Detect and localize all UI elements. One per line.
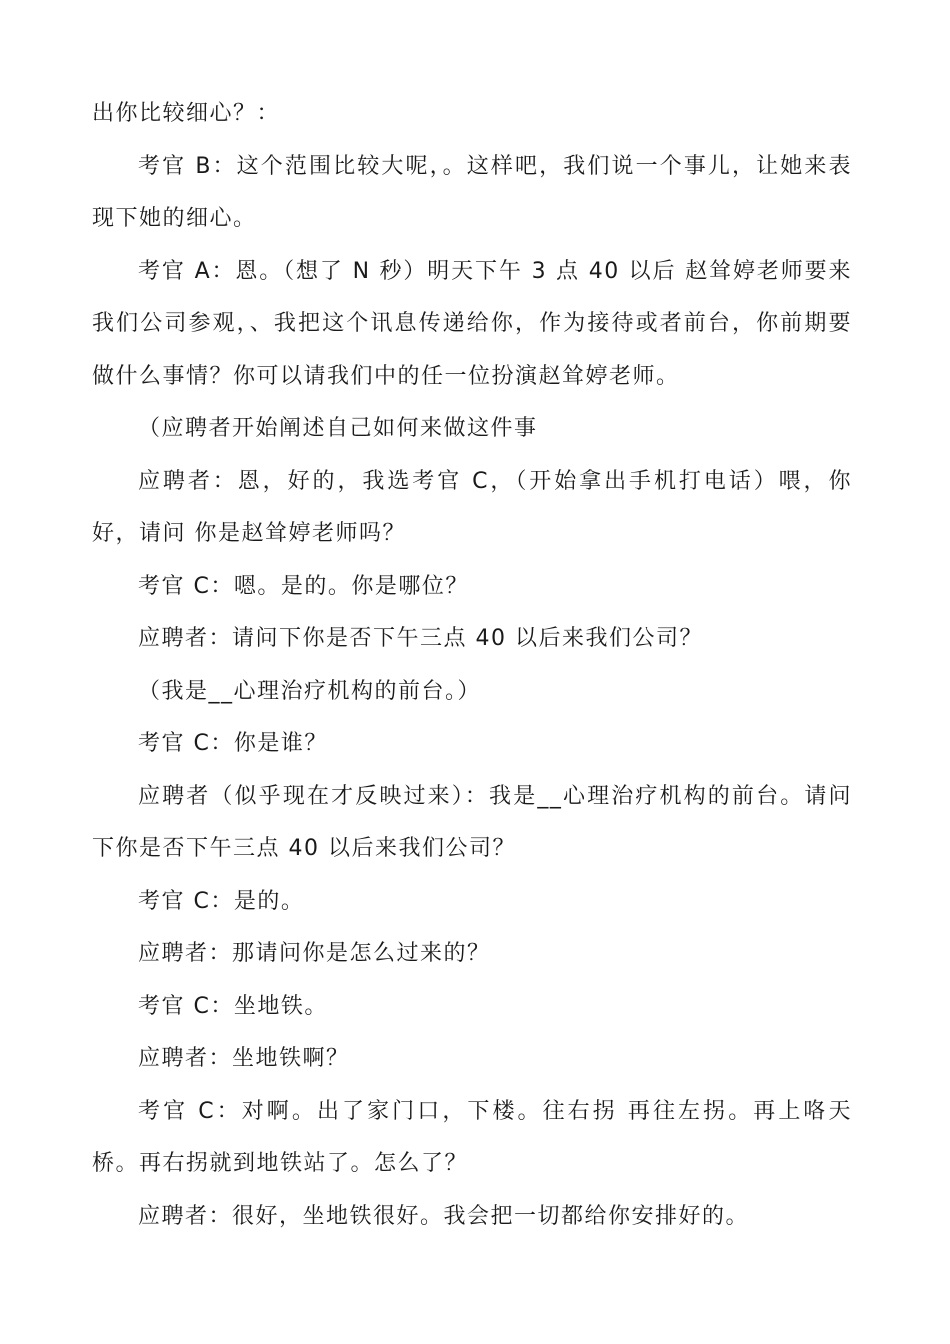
paragraph: 应聘者（似乎现在才反映过来）：我是__心理治疗机构的前台。请问下你是否下午三点 40 以后来我们公司？ [92, 783, 852, 861]
paragraph: 考官 C：你是谁？ [138, 731, 328, 756]
paragraph: 考官 C：坐地铁。 [138, 993, 328, 1019]
paragraph: 应聘者：恩，好的，我选考官 C，（开始拿出手机打电话）喂，你好，请问 你是赵耸婷老师吗？ [92, 468, 852, 546]
paragraph: 应聘者：坐地铁啊？ [138, 1046, 350, 1071]
paragraph: 应聘者：请问下你是否下午三点 40 以后来我们公司？ [138, 626, 703, 651]
paragraph: 考官 C：是的。 [138, 888, 305, 914]
paragraph: 应聘者：很好，坐地铁很好。我会把一切都给你安排好的。 [138, 1203, 750, 1229]
paragraph: （我是__心理治疗机构的前台。） [138, 678, 482, 704]
paragraph: 考官 C：嗯。是的。你是哪位？ [138, 573, 469, 599]
document-body [92, 88, 852, 1243]
paragraph: （应聘者开始阐述自己如何来做这件事 [138, 416, 538, 441]
paragraph: 考官 C：对啊。出了家门口，下楼。往右拐 再往左拐。再上咯天桥。再右拐就到地铁站了。怎么了？ [92, 1098, 852, 1176]
paragraph: 考官 B：这个范围比较大呢，。这样吧，我们说一个事儿，让她来表现下她的细心。 [92, 153, 852, 231]
paragraph: 应聘者：那请问你是怎么过来的？ [138, 941, 491, 966]
paragraph: 出你比较细心？： [92, 101, 281, 126]
paragraph: 考官 A：恩。（想了 N 秒）明天下午 3 点 40 以后 赵耸婷老师要来我们公司参观，、我把这个讯息传递给你，作为接待或者前台，你前期要做什么事情？你可以请我们中的任一位扮演赵耸婷老师。 [92, 258, 852, 389]
